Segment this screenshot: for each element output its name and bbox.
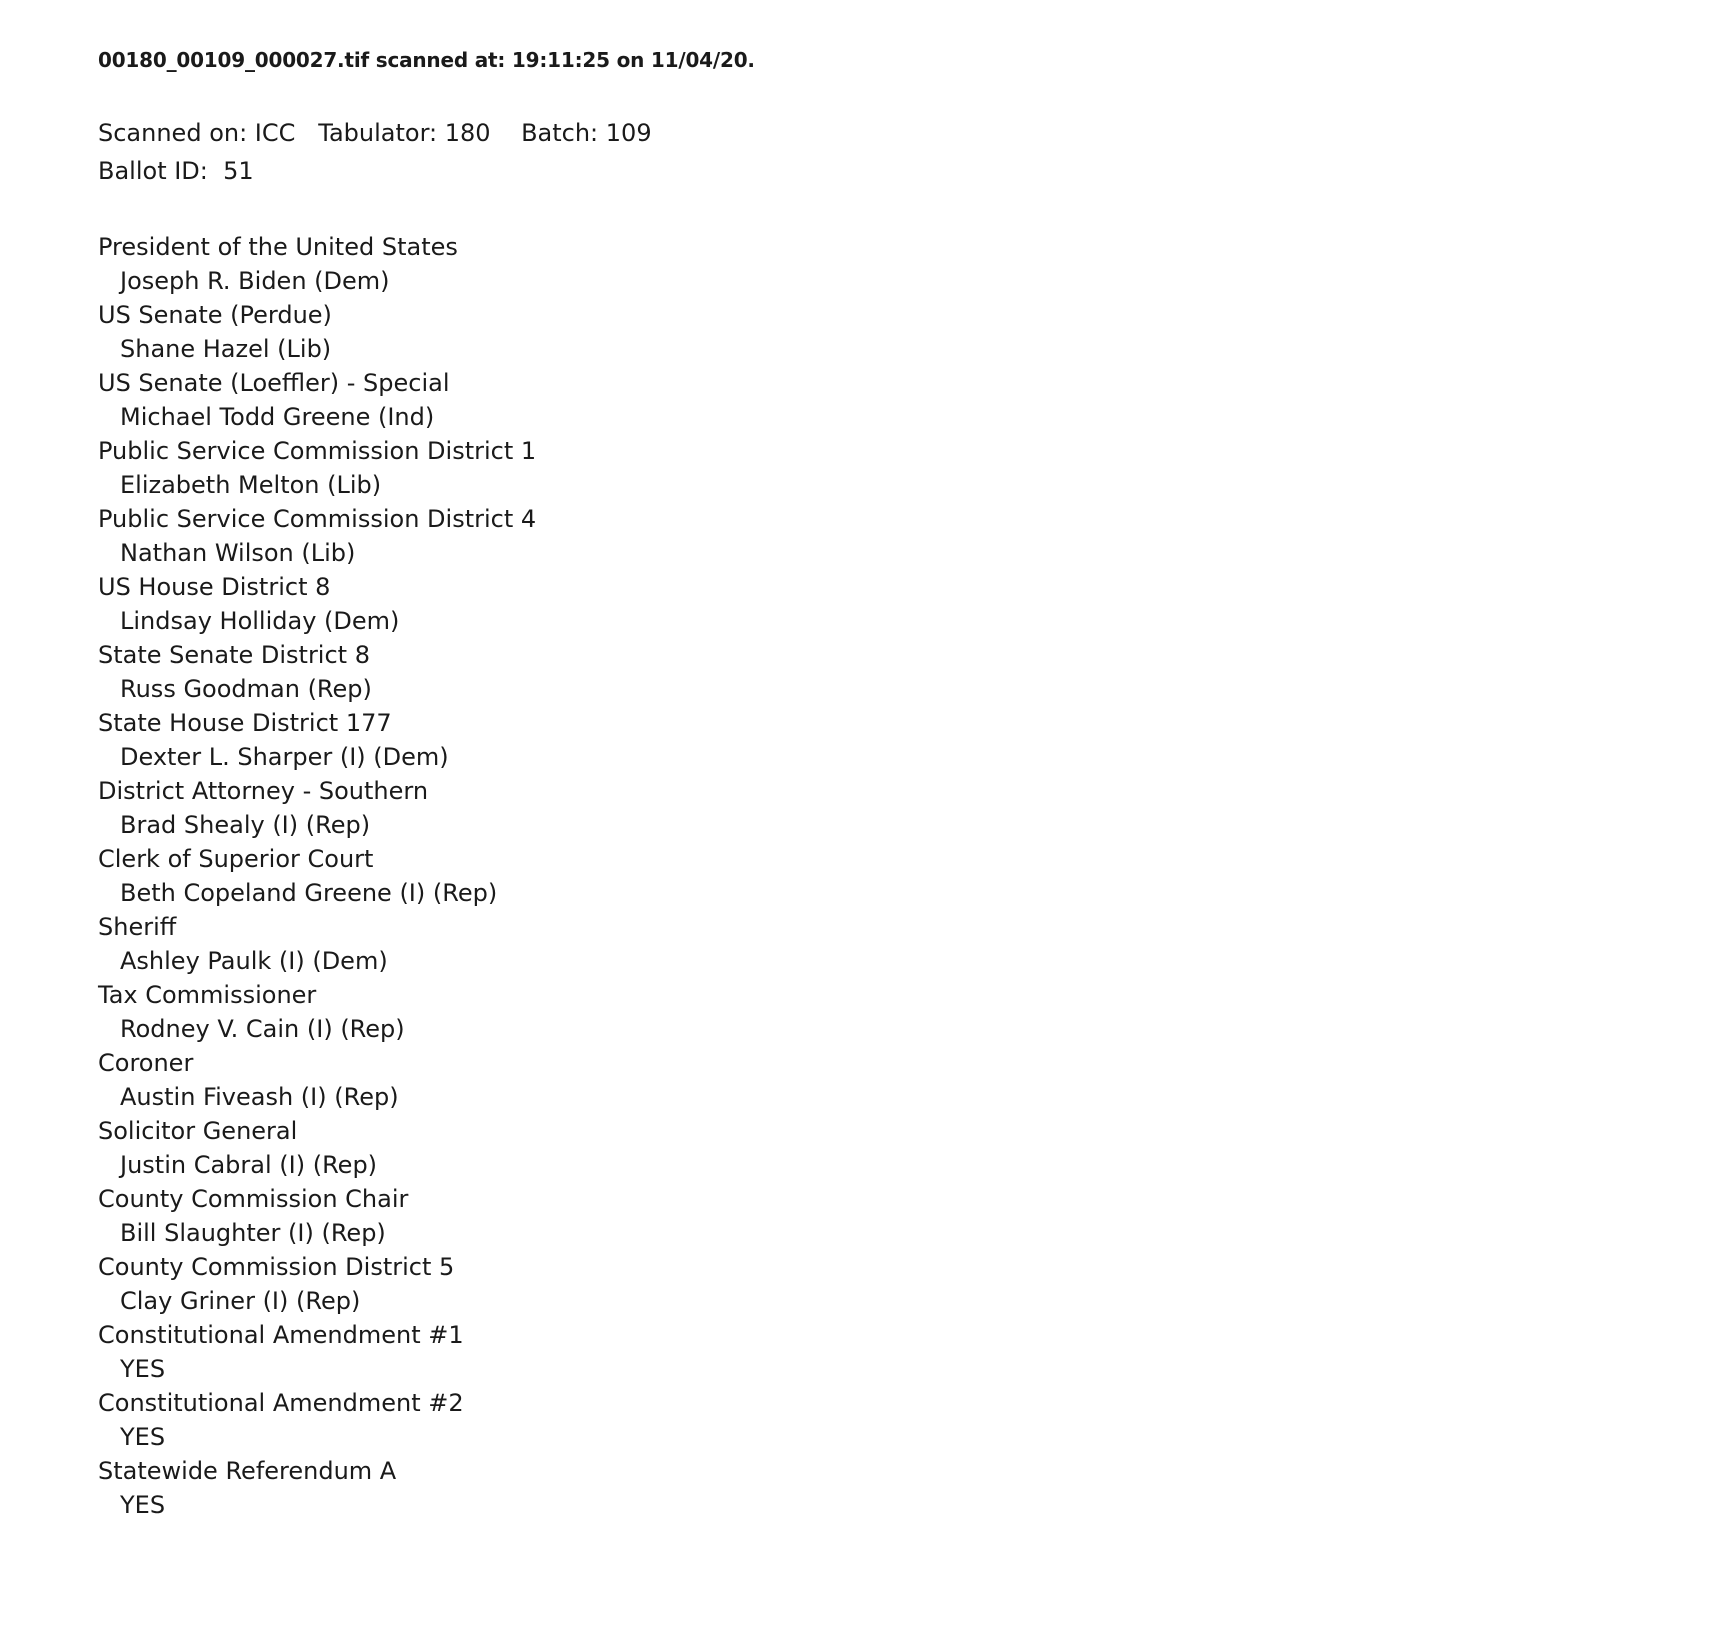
- contest-selection: Ashley Paulk (I) (Dem): [120, 947, 388, 975]
- contest-item: [98, 1182, 1712, 1250]
- contest-item: [98, 1454, 1712, 1522]
- contest-selection: Beth Copeland Greene (I) (Rep): [120, 879, 498, 907]
- contest-title: Tax Commissioner: [98, 981, 317, 1009]
- contest-selection: Bill Slaughter (I) (Rep): [120, 1219, 386, 1247]
- contest-list: [98, 230, 1712, 1522]
- contest-title: District Attorney - Southern: [98, 777, 429, 805]
- contest-title: State Senate District 8: [98, 641, 370, 669]
- contest-selection: Rodney V. Cain (I) (Rep): [120, 1015, 405, 1043]
- contest-title: Solicitor General: [98, 1117, 298, 1145]
- contest-selection: YES: [120, 1423, 166, 1451]
- contest-item: [98, 502, 1712, 570]
- contest-selection: YES: [120, 1491, 166, 1519]
- contest-title: State House District 177: [98, 709, 392, 737]
- contest-item: [98, 774, 1712, 842]
- contest-item: [98, 706, 1712, 774]
- contest-selection: Nathan Wilson (Lib): [120, 539, 356, 567]
- contest-title: Clerk of Superior Court: [98, 845, 374, 873]
- contest-title: US House District 8: [98, 573, 331, 601]
- contest-selection: Shane Hazel (Lib): [120, 335, 332, 363]
- contest-item: [98, 366, 1712, 434]
- contest-title: US Senate (Loeffler) - Special: [98, 369, 450, 397]
- contest-title: Public Service Commission District 4: [98, 505, 537, 533]
- contest-selection: YES: [120, 1355, 166, 1383]
- contest-item: [98, 1386, 1712, 1454]
- contest-item: [98, 638, 1712, 706]
- ballot-id-line: Ballot ID: 51: [98, 157, 254, 185]
- contest-title: Constitutional Amendment #2: [98, 1389, 464, 1417]
- scan-metadata: [98, 114, 1712, 190]
- contest-title: Sheriff: [98, 913, 177, 941]
- contest-item: [98, 298, 1712, 366]
- contest-selection: Lindsay Holliday (Dem): [120, 607, 400, 635]
- contest-title: County Commission District 5: [98, 1253, 455, 1281]
- contest-item: [98, 1318, 1712, 1386]
- contest-selection: Elizabeth Melton (Lib): [120, 471, 382, 499]
- contest-selection: Clay Griner (I) (Rep): [120, 1287, 361, 1315]
- contest-selection: Michael Todd Greene (Ind): [120, 403, 435, 431]
- contest-title: Constitutional Amendment #1: [98, 1321, 464, 1349]
- contest-title: Statewide Referendum A: [98, 1457, 397, 1485]
- contest-item: [98, 1114, 1712, 1182]
- contest-item: [98, 842, 1712, 910]
- contest-selection: Dexter L. Sharper (I) (Dem): [120, 743, 449, 771]
- contest-title: US Senate (Perdue): [98, 301, 332, 329]
- contest-title: County Commission Chair: [98, 1185, 409, 1213]
- contest-item: [98, 1250, 1712, 1318]
- scan-source-line: Scanned on: ICC Tabulator: 180 Batch: 109: [98, 119, 652, 147]
- contest-selection: Brad Shealy (I) (Rep): [120, 811, 371, 839]
- contest-selection: Russ Goodman (Rep): [120, 675, 372, 703]
- contest-item: [98, 230, 1712, 298]
- contest-item: [98, 978, 1712, 1046]
- contest-title: Coroner: [98, 1049, 194, 1077]
- contest-selection: Austin Fiveash (I) (Rep): [120, 1083, 399, 1111]
- contest-title: Public Service Commission District 1: [98, 437, 537, 465]
- contest-selection: Joseph R. Biden (Dem): [120, 267, 390, 295]
- contest-item: [98, 1046, 1712, 1114]
- contest-selection: Justin Cabral (I) (Rep): [120, 1151, 378, 1179]
- contest-item: [98, 434, 1712, 502]
- scan-file-header: 00180_00109_000027.tif scanned at: 19:11:25 on 11/04/20.: [98, 48, 755, 72]
- contest-item: [98, 570, 1712, 638]
- contest-item: [98, 910, 1712, 978]
- contest-title: President of the United States: [98, 233, 458, 261]
